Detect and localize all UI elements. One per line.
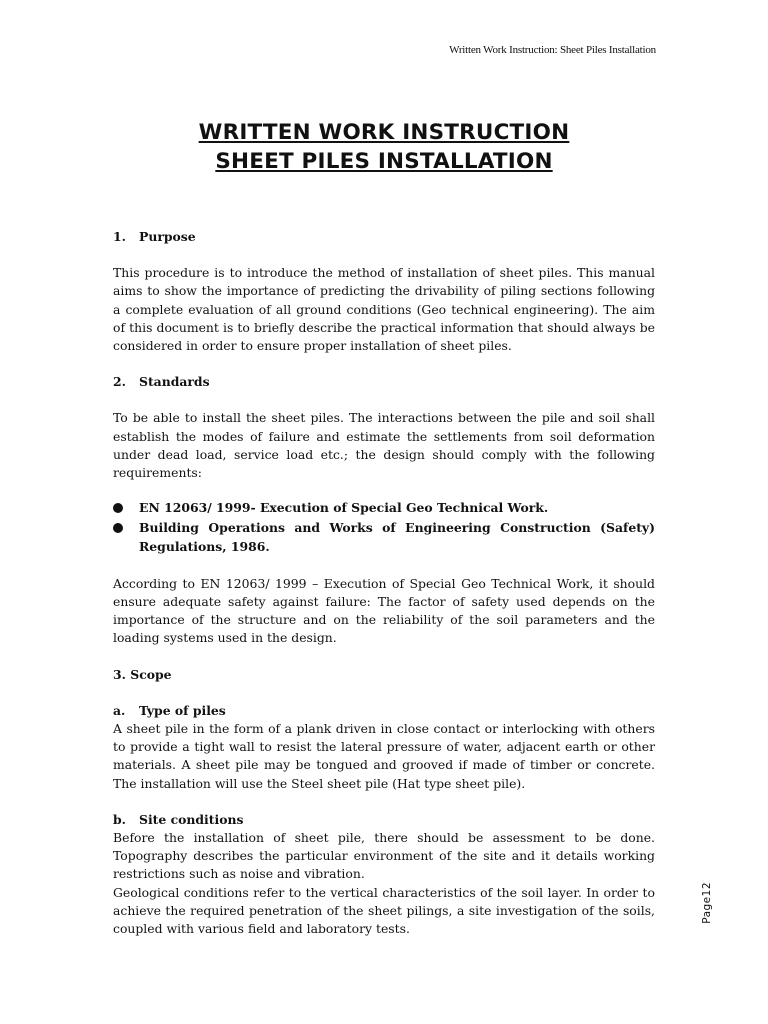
list-item (113, 519, 655, 555)
list-item-text: EN 12063/ 1999- Execution of Special Geo Technical Work. (139, 500, 549, 516)
page-number: Page12 (701, 882, 713, 924)
bullet-icon (113, 503, 123, 513)
section-number: 1. (113, 229, 126, 244)
standards-bullet-list (113, 499, 655, 556)
subsection-label: a. (113, 702, 126, 718)
list-item (113, 499, 655, 517)
running-header: Written Work Instruction: Sheet Piles Installation (449, 44, 656, 56)
document-body (113, 228, 655, 938)
standards-intro-paragraph: To be able to install the sheet piles. The interactions between the pile and soil shall establish the modes of failure and estimate the settlements from soil deformation under dead load, service load etc.; the design should comply with the following requirements: (113, 410, 655, 481)
standards-after-paragraph: According to EN 12063/ 1999 – Execution of Special Geo Technical Work, it should ensure adequate safety against failure: The factor of safety used depends on the importance of the structure and on the reliability of the soil parameters and the loading systems used in the design. (113, 575, 655, 646)
list-item-text: Building Operations and Works of Engineering Construction (Safety) Regulations, 1986. (139, 520, 655, 554)
subsection-label: b. (113, 811, 126, 827)
section-scope-heading: 3. Scope (113, 666, 172, 682)
subsection-type-of-piles-heading (113, 702, 655, 720)
subsection-title: Site conditions (139, 811, 244, 827)
purpose-paragraph: This procedure is to introduce the method of installation of sheet piles. This manual aims to show the importance of predicting the drivability of piling sections following a complete evaluation of all ground conditions (Geo technical engineering). The aim of this document is to briefly describe the practical information that should always be considered in order to ensure proper installation of sheet piles. (113, 265, 655, 354)
site-conditions-paragraph-1: Before the installation of sheet pile, there should be assessment to be done. Topography describes the particular environment of the site and it details working restrictions such as noise and vibration. (113, 830, 655, 882)
section-standards-heading (113, 373, 655, 391)
title-line-2: SHEET PILES INSTALLATION (215, 149, 553, 174)
section-purpose-heading (113, 228, 655, 246)
section-title: Purpose (139, 229, 196, 244)
document-title (0, 118, 768, 176)
title-line-1: WRITTEN WORK INSTRUCTION (198, 120, 570, 145)
section-number: 2. (113, 374, 126, 390)
subsection-site-conditions-heading (113, 811, 655, 829)
site-conditions-paragraph-2: Geological conditions refer to the vertical characteristics of the soil layer. In order to achieve the required penetration of the sheet pilings, a site investigation of the soils, coupled with various field and laboratory tests. (113, 884, 655, 937)
bullet-icon (113, 523, 123, 533)
section-title: Standards (139, 374, 210, 390)
subsection-title: Type of piles (139, 702, 226, 718)
type-of-piles-paragraph: A sheet pile in the form of a plank driven in close contact or interlocking with others to provide a tight wall to resist the lateral pressure of water, adjacent earth or other materials. A sheet pile may be tongued and grooved if made of timber or concrete. The installation will use the Steel sheet pile (Hat type sheet pile). (113, 721, 655, 791)
